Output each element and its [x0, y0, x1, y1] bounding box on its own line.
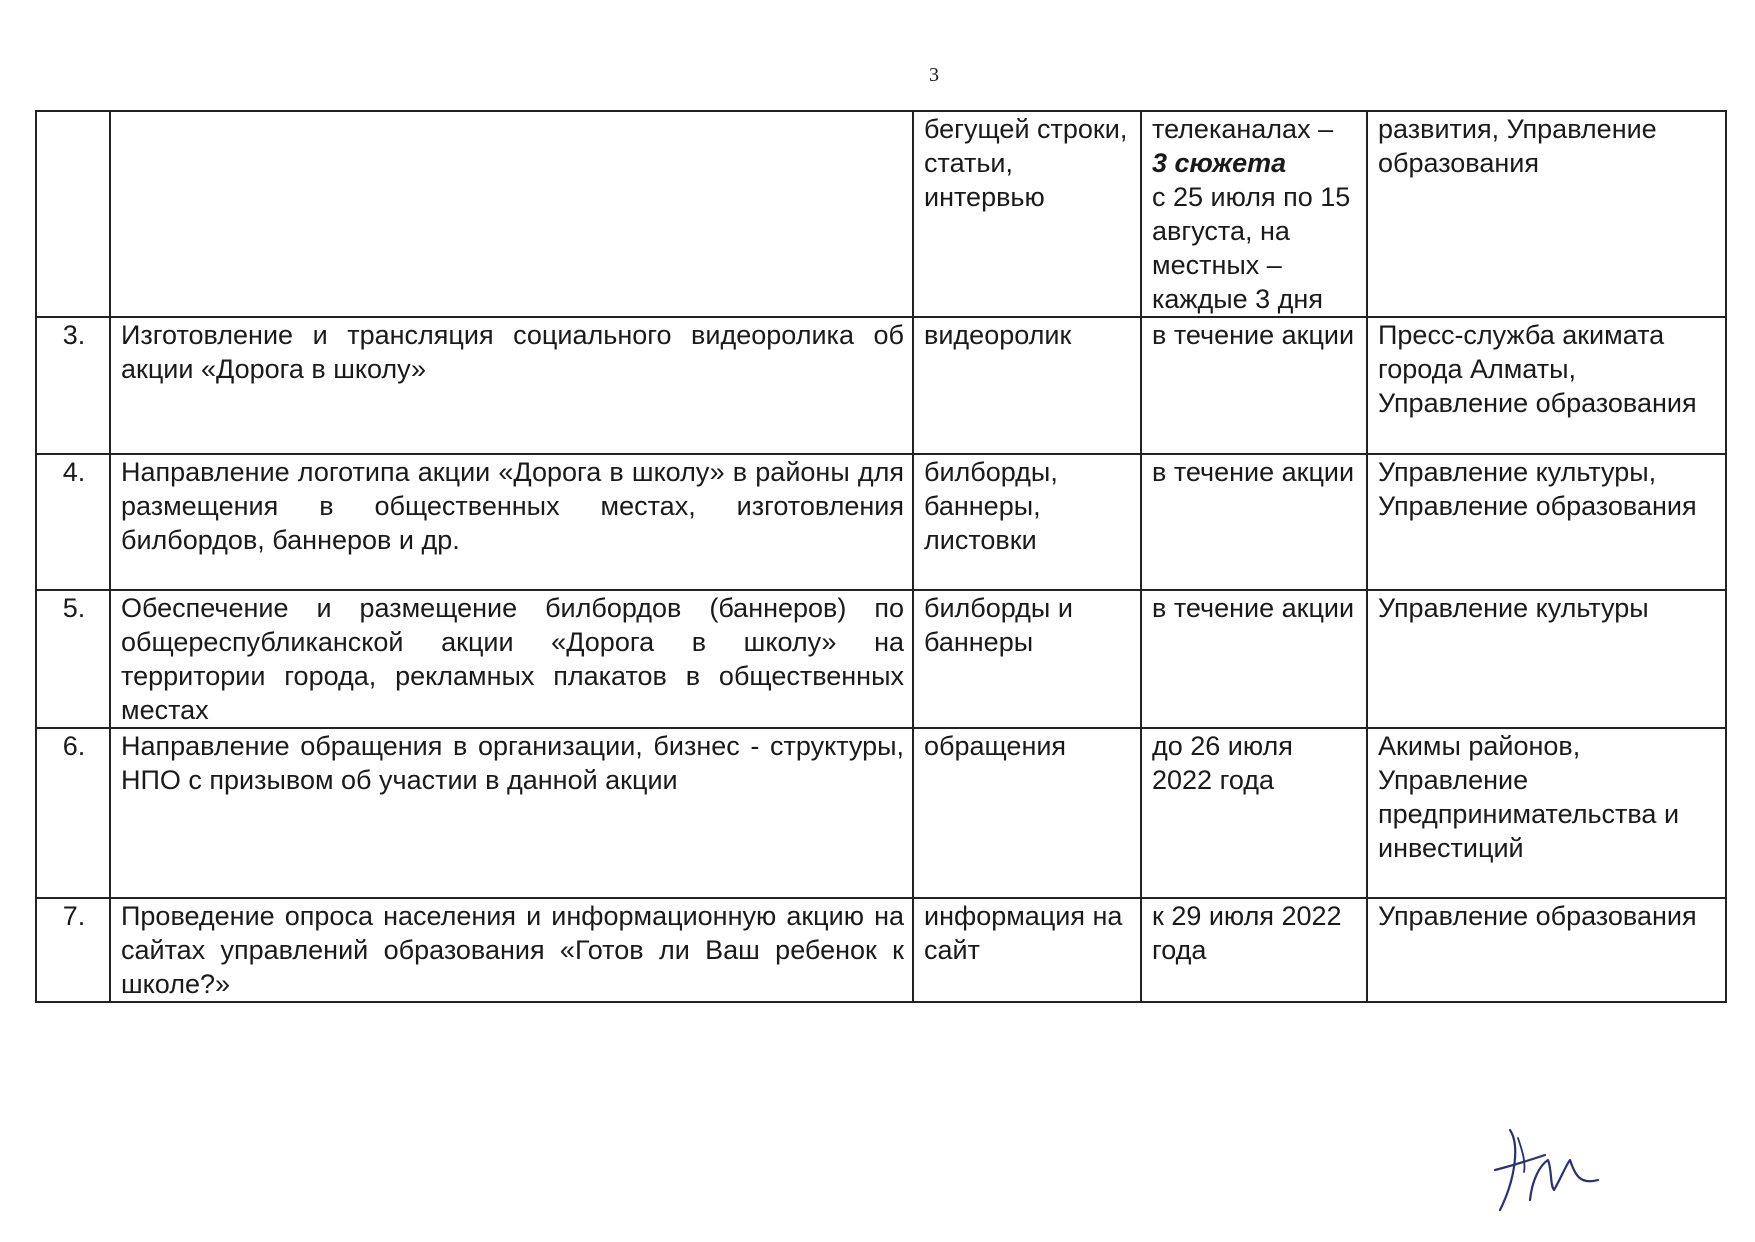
row-number — [36, 111, 110, 317]
action-date: к 29 июля 2022 года — [1141, 898, 1367, 1002]
table-row — [36, 728, 1726, 898]
action-description: Проведение опроса населения и информационную акцию на сайтах управлений образования «Готов ли Ваш ребенок к школе?» — [110, 898, 913, 1002]
table-row — [36, 898, 1726, 1002]
action-description: Направление обращения в организации, бизнес - структуры, НПО с призывом об участии в данной акции — [110, 728, 913, 898]
action-date: в течение акции — [1141, 317, 1367, 454]
responsible-party: Управление культуры — [1367, 590, 1726, 728]
action-form: обращения — [913, 728, 1141, 898]
action-form: информация на сайт — [913, 898, 1141, 1002]
table-row — [36, 590, 1726, 728]
action-date — [1141, 111, 1367, 317]
row-number: 6. — [36, 728, 110, 898]
action-plan-table — [35, 110, 1727, 1003]
action-date: в течение акции — [1141, 590, 1367, 728]
action-date: до 26 июля 2022 года — [1141, 728, 1367, 898]
date-emphasis: 3 сюжета — [1152, 148, 1287, 178]
responsible-party: Управление культуры, Управление образования — [1367, 454, 1726, 590]
date-line: телеканалах – — [1152, 114, 1334, 144]
row-number: 7. — [36, 898, 110, 1002]
action-description: Обеспечение и размещение билбордов (баннеров) по общереспубликанской акции «Дорога в школу» на территории города, рекламных плакатов в общественных местах — [110, 590, 913, 728]
action-description: Направление логотипа акции «Дорога в школу» в районы для размещения в общественных местах, изготовления билбордов, баннеров и др. — [110, 454, 913, 590]
table-row — [36, 111, 1726, 317]
handwritten-signature — [1470, 1110, 1610, 1220]
action-date: в течение акции — [1141, 454, 1367, 590]
table-row — [36, 317, 1726, 454]
responsible-party: Управление образования — [1367, 898, 1726, 1002]
row-number: 3. — [36, 317, 110, 454]
row-number: 4. — [36, 454, 110, 590]
row-number: 5. — [36, 590, 110, 728]
responsible-party: Пресс-служба акимата города Алматы, Управление образования — [1367, 317, 1726, 454]
action-form: билборды и баннеры — [913, 590, 1141, 728]
action-form: видеоролик — [913, 317, 1141, 454]
responsible-party: развития, Управление образования — [1367, 111, 1726, 317]
page-number: 3 — [929, 64, 939, 86]
action-form: билборды, баннеры, листовки — [913, 454, 1141, 590]
table-row — [36, 454, 1726, 590]
action-description: Изготовление и трансляция социального видеоролика об акции «Дорога в школу» — [110, 317, 913, 454]
date-line: с 25 июля по 15 августа, на местных – каждые 3 дня — [1152, 182, 1351, 314]
responsible-party: Акимы районов, Управление предпринимательства и инвестиций — [1367, 728, 1726, 898]
action-form: бегущей строки, статьи, интервью — [913, 111, 1141, 317]
action-description — [110, 111, 913, 317]
